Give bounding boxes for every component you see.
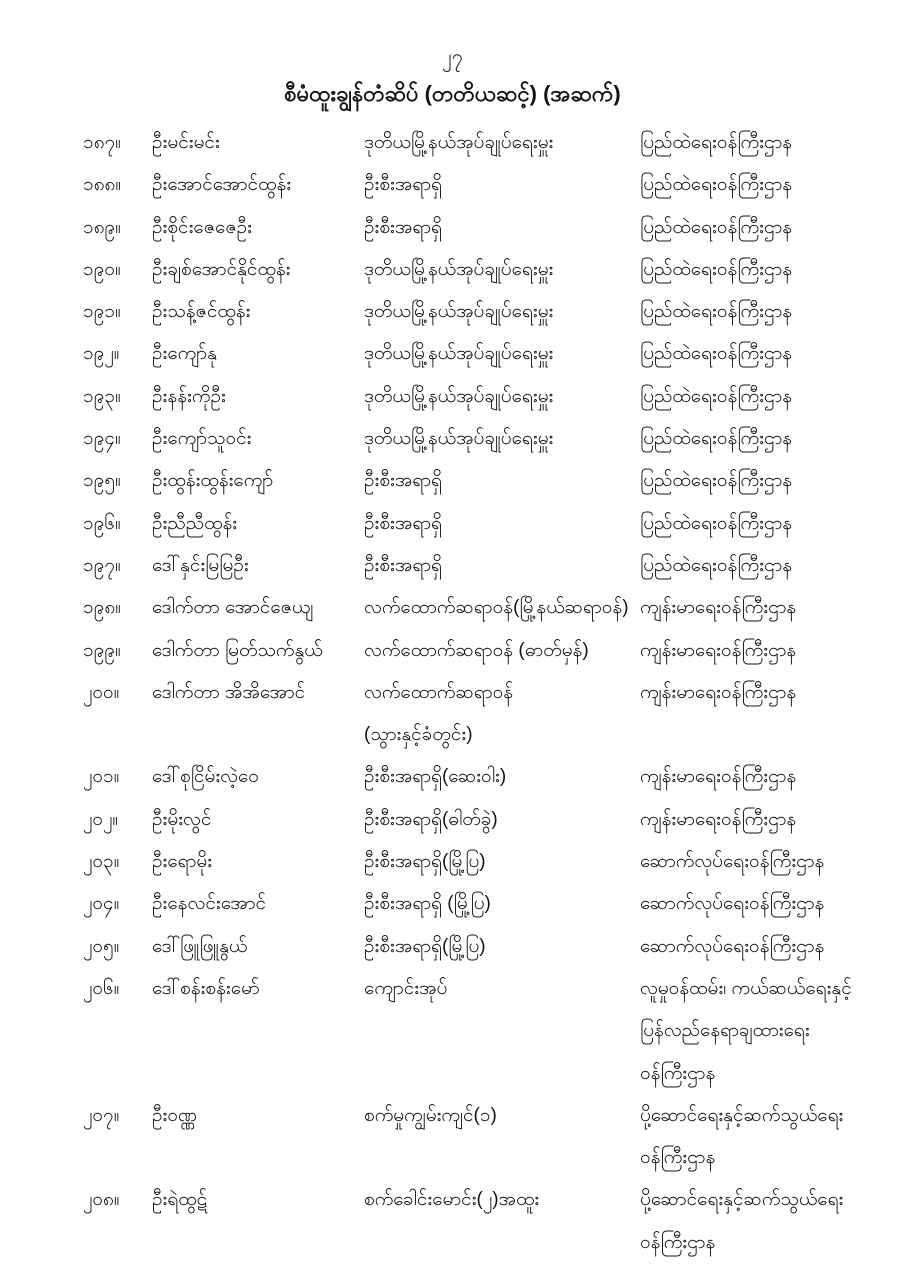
cell-position xyxy=(364,883,640,925)
cell-ministry-line: ပြည်ထဲရေးဝန်ကြီးဌာန xyxy=(640,343,793,365)
cell-serial-number xyxy=(83,376,152,418)
cell-name xyxy=(152,291,364,333)
cell-serial-number xyxy=(83,1095,152,1137)
cell-serial-number-line: ၁၉၇။ xyxy=(83,554,121,576)
cell-serial-number xyxy=(83,968,152,1010)
cell-ministry xyxy=(640,630,902,672)
cell-name xyxy=(152,164,364,206)
cell-position xyxy=(364,122,640,164)
cell-ministry xyxy=(640,418,902,460)
cell-position-line: ဦးစီးအရာရှိ xyxy=(364,554,442,576)
cell-ministry-line: ပြည်ထဲရေးဝန်ကြီးဌာန xyxy=(640,385,793,407)
cell-serial-number-line: ၁၉၄။ xyxy=(83,428,121,450)
cell-position xyxy=(364,545,640,587)
cell-ministry-line: ဆောက်လုပ်ရေးဝန်ကြီးဌာန xyxy=(640,851,825,873)
cell-serial-number-line: ၂၀၂။ xyxy=(83,808,119,830)
cell-position-line: ကျောင်းအုပ် xyxy=(364,977,448,999)
cell-name-line: ဦးမိုးလွင် xyxy=(152,808,212,830)
cell-serial-number xyxy=(83,207,152,249)
table-row xyxy=(0,545,905,587)
cell-name xyxy=(152,418,364,460)
cell-name-line: ဦးနေလင်းအောင် xyxy=(152,893,267,915)
cell-serial-number-line: ၁၉၀။ xyxy=(83,258,121,280)
cell-name-line: ဦးစိုင်းဇေဇေဦး xyxy=(152,216,253,238)
cell-ministry xyxy=(640,376,902,418)
table-row xyxy=(0,249,905,291)
cell-serial-number-line: ၁၈၇။ xyxy=(83,132,121,153)
cell-position-line: ဒုတိယမြို့နယ်အုပ်ချုပ်ရေးမှူး xyxy=(364,343,554,365)
cell-serial-number-line: ၁၈၉။ xyxy=(83,216,121,238)
cell-ministry-line: ပြည်ထဲရေးဝန်ကြီးဌာန xyxy=(640,428,793,450)
cell-name xyxy=(152,376,364,418)
cell-position xyxy=(364,1179,640,1221)
cell-position xyxy=(364,503,640,545)
cell-serial-number xyxy=(83,756,152,798)
table-row xyxy=(0,503,905,545)
cell-name-line: ဦးရဲထွဋ် xyxy=(152,1189,208,1211)
cell-ministry xyxy=(640,545,902,587)
cell-name-line: ဦးထွန်းထွန်းကျော် xyxy=(152,470,274,492)
cell-ministry-line: ပို့ဆောင်ရေးနှင့်ဆက်သွယ်ရေး xyxy=(640,1104,844,1126)
cell-name xyxy=(152,672,364,714)
cell-ministry xyxy=(640,672,902,714)
cell-serial-number-line: ၂၀၅။ xyxy=(83,935,120,957)
cell-name-line: ဦးသန့်ဇင်ထွန်း xyxy=(152,301,251,323)
cell-position-line: ဦးစီးအရာရှိ(ဓါတ်ခွဲ) xyxy=(364,808,498,830)
cell-ministry xyxy=(640,460,902,502)
cell-name xyxy=(152,1179,364,1221)
table-row xyxy=(0,291,905,333)
cell-ministry-line: ဝန်ကြီးဌာန xyxy=(640,1062,716,1084)
cell-position-line: ဦးစီးအရာရှိ (မြို့ပြ) xyxy=(364,893,491,915)
cell-name-line: ဦးကျော်သူဝင်း xyxy=(152,428,252,450)
cell-serial-number xyxy=(83,1179,152,1221)
cell-name xyxy=(152,883,364,925)
cell-ministry-line: ဆောက်လုပ်ရေးဝန်ကြီးဌာန xyxy=(640,935,825,957)
cell-position-line: ဦးစီးအရာရှိ xyxy=(364,470,442,492)
table-row xyxy=(0,672,905,757)
cell-name xyxy=(152,545,364,587)
cell-serial-number xyxy=(83,460,152,502)
cell-serial-number-line: ၂၀၁။ xyxy=(83,766,120,788)
cell-serial-number-line: ၁၉၆။ xyxy=(83,512,121,534)
cell-position xyxy=(364,291,640,333)
table-row xyxy=(0,418,905,460)
cell-ministry-line: ဆောက်လုပ်ရေးဝန်ကြီးဌာန xyxy=(640,893,825,915)
cell-position-line: ဒုတိယမြို့နယ်အုပ်ချုပ်ရေးမှူး xyxy=(364,301,554,323)
cell-ministry-line: ပြည်ထဲရေးဝန်ကြီးဌာန xyxy=(640,512,793,534)
cell-position xyxy=(364,164,640,206)
table-row xyxy=(0,883,905,925)
cell-position-line: ဒုတိယမြို့နယ်အုပ်ချုပ်ရေးမှူး xyxy=(364,132,554,153)
cell-ministry-line: ပြည်ထဲရေးဝန်ကြီးဌာန xyxy=(640,174,793,196)
cell-name-line: ဒေါက်တာ အောင်ဇေယျ xyxy=(152,597,314,619)
cell-position-line: လက်ထောက်ဆရာဝန် xyxy=(364,681,514,703)
cell-position xyxy=(364,756,640,798)
cell-position-line: ဦးစီးအရာရှိ(မြို့ပြ) xyxy=(364,851,486,873)
cell-position xyxy=(364,333,640,375)
cell-name xyxy=(152,122,364,164)
cell-name-line: ဒေါ်နှင်းမြမြဦး xyxy=(152,554,249,576)
table-row xyxy=(0,164,905,206)
cell-serial-number xyxy=(83,926,152,968)
cell-serial-number xyxy=(83,122,152,164)
cell-ministry-line: ပြည်ထဲရေးဝန်ကြီးဌာန xyxy=(640,554,793,576)
cell-serial-number xyxy=(83,545,152,587)
page-header xyxy=(0,0,905,114)
table-row xyxy=(0,460,905,502)
cell-ministry-line: ကျန်းမာရေးဝန်ကြီးဌာန xyxy=(640,597,797,619)
cell-ministry-line: ကျန်းမာရေးဝန်ကြီးဌာန xyxy=(640,681,797,703)
cell-name-line: ဦးအောင်အောင်ထွန်း xyxy=(152,174,292,196)
cell-name-line: ဦးညီညီထွန်း xyxy=(152,512,238,534)
cell-ministry xyxy=(640,291,902,333)
cell-position-line: ဦးစီးအရာရှိ xyxy=(364,512,442,534)
cell-name xyxy=(152,460,364,502)
cell-name-line: ဦးကျော်နု xyxy=(152,343,217,365)
cell-ministry-line: ပြည်ထဲရေးဝန်ကြီးဌာန xyxy=(640,132,793,153)
cell-position-line: ဒုတိယမြို့နယ်အုပ်ချုပ်ရေးမှူး xyxy=(364,385,554,407)
cell-serial-number-line: ၂၀၄။ xyxy=(83,893,120,915)
cell-name-line: ဒေါ်စန်းစန်းမော် xyxy=(152,977,260,999)
cell-ministry xyxy=(640,333,902,375)
cell-position xyxy=(364,376,640,418)
cell-position-line: ဦးစီးအရာရှိ(ဆေးဝါး) xyxy=(364,766,507,788)
cell-serial-number-line: ၁၉၈။ xyxy=(83,597,121,619)
cell-position-line: စက်မှုကျွမ်းကျင်(၁) xyxy=(364,1104,497,1126)
cell-ministry-line: ပြည်ထဲရေးဝန်ကြီးဌာန xyxy=(640,216,793,238)
cell-position xyxy=(364,1095,640,1137)
cell-ministry-line: ပြည်ထဲရေးဝန်ကြီးဌာန xyxy=(640,258,793,280)
cell-ministry-line: ပြန်လည်နေရာချထားရေး xyxy=(640,1020,810,1042)
cell-ministry xyxy=(640,503,902,545)
cell-serial-number-line: ၁၉၁။ xyxy=(83,301,121,323)
cell-ministry xyxy=(640,122,902,164)
page-number: ၂၇ xyxy=(441,46,464,68)
cell-serial-number xyxy=(83,799,152,841)
cell-ministry-line: လူမှုဝန်ထမ်း၊ ကယ်ဆယ်ရေးနှင့် xyxy=(640,977,852,999)
cell-name xyxy=(152,799,364,841)
cell-name xyxy=(152,926,364,968)
cell-position xyxy=(364,249,640,291)
cell-name-line: ဦးချစ်အောင်နိုင်ထွန်း xyxy=(152,258,291,280)
cell-name-line: ဦးနန်းကိုဦး xyxy=(152,385,226,407)
cell-serial-number xyxy=(83,672,152,714)
cell-position-line: ဒုတိယမြို့နယ်အုပ်ချုပ်ရေးမှူး xyxy=(364,428,554,450)
cell-name-line: ဒေါက်တာ အိအိအောင် xyxy=(152,681,306,703)
cell-position xyxy=(364,672,640,757)
cell-serial-number-line: ၁၉၂။ xyxy=(83,343,120,365)
cell-serial-number xyxy=(83,587,152,629)
table-row xyxy=(0,1179,905,1264)
cell-ministry xyxy=(640,926,902,968)
cell-ministry xyxy=(640,207,902,249)
table-row xyxy=(0,333,905,375)
cell-ministry xyxy=(640,587,902,629)
cell-position-line: ဦးစီးအရာရှိ xyxy=(364,216,442,238)
cell-name xyxy=(152,630,364,672)
cell-ministry xyxy=(640,799,902,841)
cell-ministry xyxy=(640,883,902,925)
cell-position xyxy=(364,799,640,841)
cell-position-line: လက်ထောက်ဆရာဝန်(မြို့နယ်ဆရာဝန်) xyxy=(364,597,629,619)
cell-serial-number xyxy=(83,164,152,206)
cell-serial-number xyxy=(83,841,152,883)
cell-serial-number-line: ၁၉၃။ xyxy=(83,385,121,407)
cell-ministry xyxy=(640,841,902,883)
roster-table xyxy=(0,122,905,1264)
table-row xyxy=(0,376,905,418)
cell-position-line: ဦးစီးအရာရှိ xyxy=(364,174,442,196)
cell-ministry xyxy=(640,164,902,206)
cell-name xyxy=(152,841,364,883)
table-row xyxy=(0,587,905,629)
table-row xyxy=(0,968,905,1095)
table-row xyxy=(0,630,905,672)
cell-ministry-line: ဝန်ကြီးဌာန xyxy=(640,1147,716,1169)
cell-serial-number xyxy=(83,503,152,545)
cell-ministry-line: ပို့ဆောင်ရေးနှင့်ဆက်သွယ်ရေး xyxy=(640,1189,844,1211)
table-row xyxy=(0,841,905,883)
cell-ministry xyxy=(640,1095,902,1180)
cell-serial-number xyxy=(83,418,152,460)
cell-position xyxy=(364,841,640,883)
table-row xyxy=(0,756,905,798)
cell-name xyxy=(152,249,364,291)
cell-position-line: ဦးစီးအရာရှိ(မြို့ပြ) xyxy=(364,935,486,957)
cell-ministry-line: ပြည်ထဲရေးဝန်ကြီးဌာန xyxy=(640,301,793,323)
page-title: စီမံထူးချွန်တံဆိပ် (တတိယဆင့်) (အဆက်) xyxy=(284,81,621,106)
table-row xyxy=(0,926,905,968)
cell-name-line: ဒေါ်စုငြိမ်းလဲ့ဝေ xyxy=(152,766,259,788)
cell-serial-number-line: ၂၀၀။ xyxy=(83,681,120,703)
cell-ministry xyxy=(640,1179,902,1264)
cell-ministry xyxy=(640,756,902,798)
cell-serial-number-line: ၁၉၉။ xyxy=(83,639,121,661)
cell-serial-number-line: ၁၈၈။ xyxy=(83,174,122,196)
cell-position-line: လက်ထောက်ဆရာဝန် (ဓာတ်မှန်) xyxy=(364,639,589,661)
cell-position xyxy=(364,968,640,1010)
cell-position-line: (သွားနှင့်ခံတွင်း) xyxy=(364,724,473,746)
cell-serial-number-line: ၂၀၃။ xyxy=(83,851,120,873)
cell-serial-number xyxy=(83,249,152,291)
cell-serial-number xyxy=(83,333,152,375)
cell-serial-number xyxy=(83,883,152,925)
cell-position-line: ဒုတိယမြို့နယ်အုပ်ချုပ်ရေးမှူး xyxy=(364,258,554,280)
cell-position-line: စက်ခေါင်းမောင်း(၂)အထူး xyxy=(364,1189,540,1211)
cell-serial-number-line: ၂၀၇။ xyxy=(83,1104,120,1126)
cell-ministry-line: ပြည်ထဲရေးဝန်ကြီးဌာန xyxy=(640,470,793,492)
cell-position xyxy=(364,630,640,672)
cell-name xyxy=(152,587,364,629)
cell-serial-number xyxy=(83,630,152,672)
cell-name-line: ဒေါက်တာ မြတ်သက်နွယ် xyxy=(152,639,323,661)
cell-name xyxy=(152,503,364,545)
table-row xyxy=(0,207,905,249)
table-row xyxy=(0,122,905,164)
cell-ministry-line: ကျန်းမာရေးဝန်ကြီးဌာန xyxy=(640,639,797,661)
cell-ministry-line: ကျန်းမာရေးဝန်ကြီးဌာန xyxy=(640,808,797,830)
cell-ministry xyxy=(640,249,902,291)
cell-serial-number xyxy=(83,291,152,333)
cell-name-line: ဒေါ်ဖြူဖြူနွယ် xyxy=(152,935,248,957)
cell-position xyxy=(364,926,640,968)
cell-name xyxy=(152,1095,364,1137)
cell-name xyxy=(152,333,364,375)
cell-serial-number-line: ၂၀၈။ xyxy=(83,1189,120,1211)
cell-serial-number-line: ၂၀၆။ xyxy=(83,977,120,999)
cell-name-line: ဦးမင်းမင်း xyxy=(152,132,220,153)
cell-position xyxy=(364,207,640,249)
cell-position xyxy=(364,460,640,502)
cell-position xyxy=(364,418,640,460)
cell-name xyxy=(152,207,364,249)
table-row xyxy=(0,799,905,841)
cell-serial-number-line: ၁၉၅။ xyxy=(83,470,121,492)
cell-name xyxy=(152,968,364,1010)
cell-ministry xyxy=(640,968,902,1095)
cell-name-line: ဦးရောမိုး xyxy=(152,851,213,873)
table-row xyxy=(0,1095,905,1180)
cell-ministry-line: ကျန်းမာရေးဝန်ကြီးဌာန xyxy=(640,766,797,788)
cell-position xyxy=(364,587,640,629)
cell-name xyxy=(152,756,364,798)
cell-name-line: ဦးဝဏ္ဏ xyxy=(152,1104,198,1126)
cell-ministry-line: ဝန်ကြီးဌာန xyxy=(640,1231,716,1253)
